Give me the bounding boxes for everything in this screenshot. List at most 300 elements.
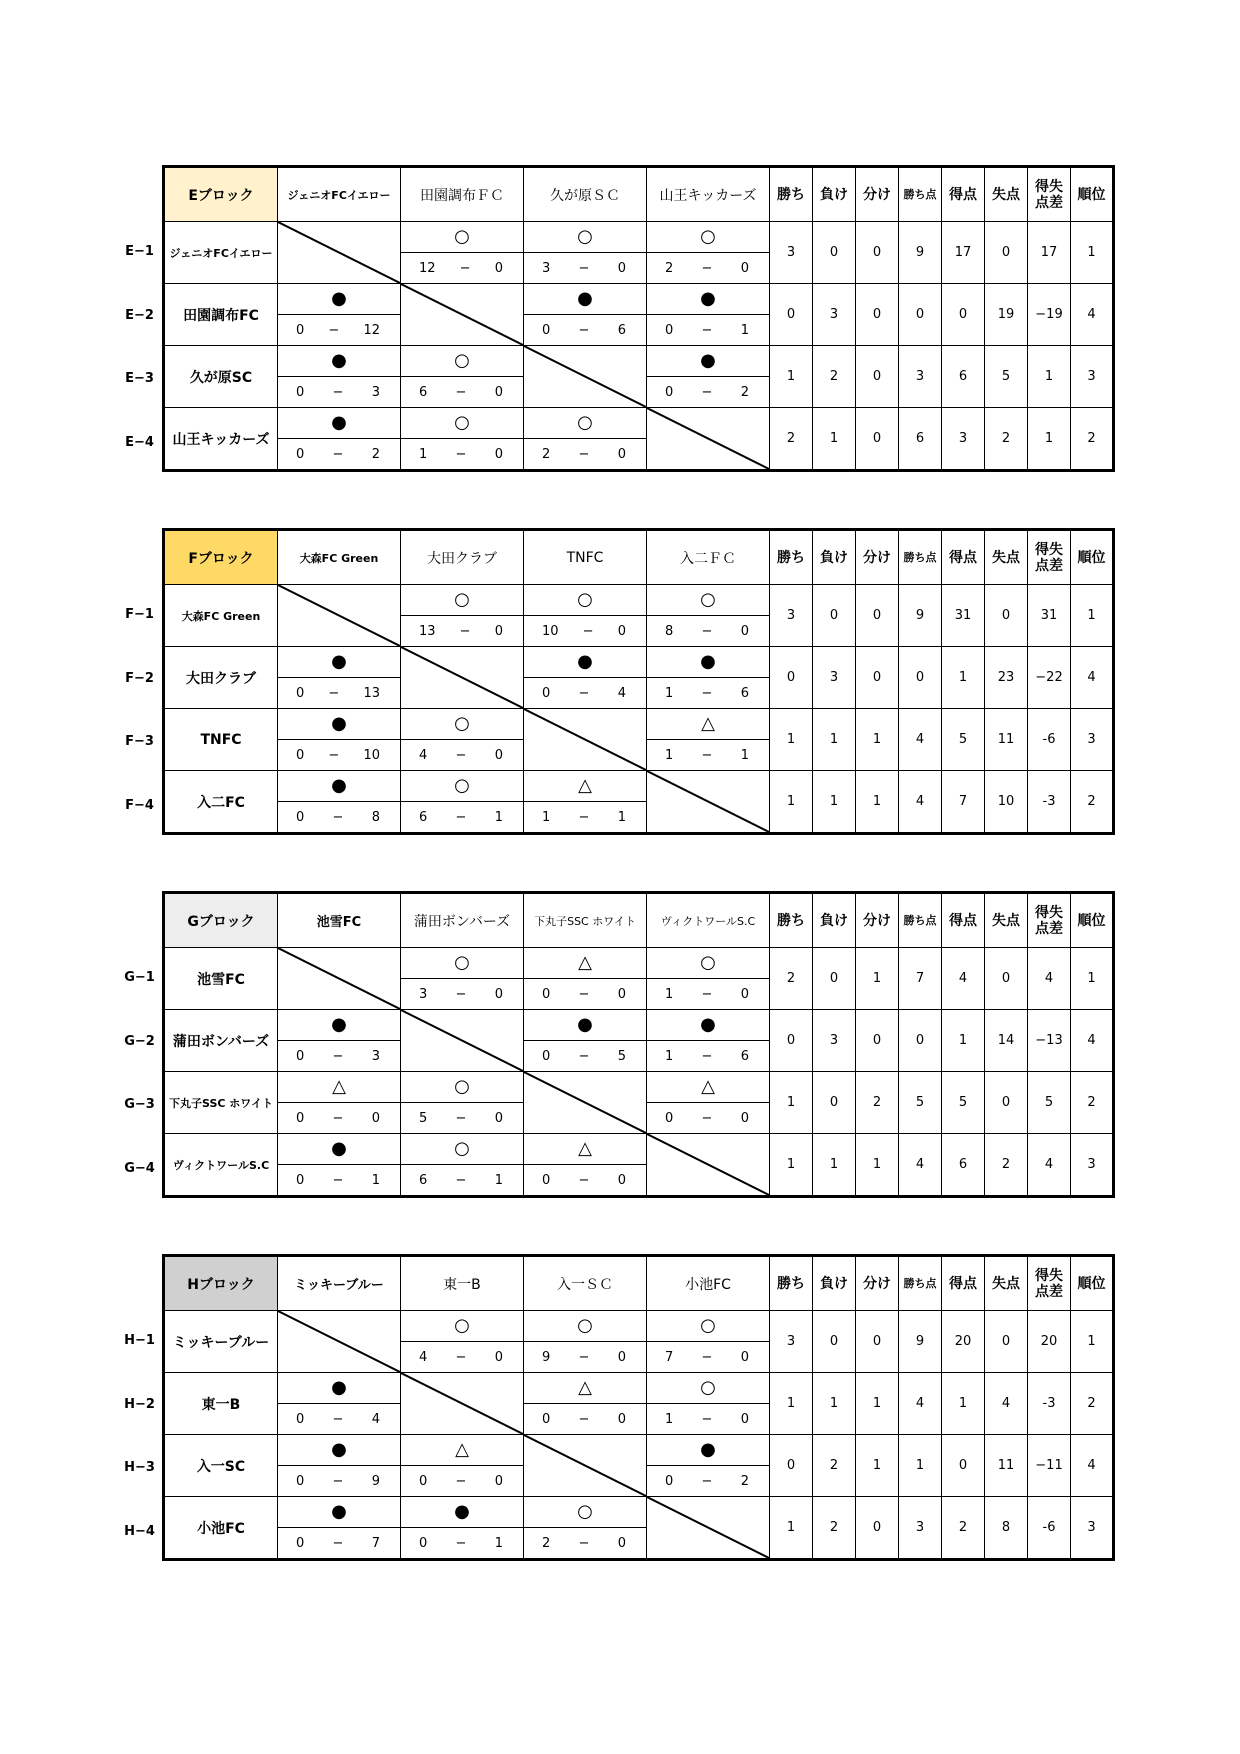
- league-table: [162, 1254, 1115, 1561]
- score-home: 5: [419, 1110, 428, 1126]
- block-label: Hブロック: [164, 1256, 278, 1311]
- stat-value: 2: [985, 408, 1028, 471]
- stat-value: 4: [899, 771, 942, 834]
- column-team-header: 田園調布ＦＣ: [401, 167, 524, 222]
- stat-value: 0: [813, 222, 856, 284]
- stat-value: 31: [1028, 585, 1071, 647]
- stat-value: −11: [1028, 1435, 1071, 1497]
- score-dash: −: [578, 446, 590, 462]
- stat-header: 負け: [813, 167, 856, 222]
- row-label-column: [117, 891, 162, 1203]
- stat-value: 10: [985, 771, 1028, 834]
- score-away: 0: [494, 1349, 503, 1365]
- team-row: [164, 1497, 1114, 1528]
- score-away: 0: [740, 1349, 749, 1365]
- stat-value: 1: [856, 1373, 899, 1435]
- stat-value: 1: [1071, 222, 1114, 284]
- score-away: 1: [494, 1535, 503, 1551]
- score-home: 9: [542, 1349, 551, 1365]
- score-dash: −: [455, 384, 467, 400]
- stat-value: 3: [899, 346, 942, 408]
- score-home: 0: [542, 1048, 551, 1064]
- league-block: [117, 891, 1117, 1203]
- result-mark: ●: [524, 1010, 647, 1041]
- result-mark: ●: [278, 346, 401, 377]
- match-score: [278, 1041, 401, 1072]
- stat-value: 1: [1071, 1311, 1114, 1373]
- score-away: 8: [371, 809, 380, 825]
- result-mark: ○: [524, 1311, 647, 1342]
- result-mark: ●: [524, 284, 647, 315]
- score-line: [647, 748, 769, 763]
- score-dash: −: [455, 986, 467, 1002]
- header-row: [164, 893, 1114, 948]
- score-dash: −: [701, 685, 713, 701]
- result-mark: ●: [647, 1010, 770, 1041]
- score-away: 1: [740, 747, 749, 763]
- score-home: 0: [296, 1535, 305, 1551]
- stat-value: 0: [770, 284, 813, 346]
- stat-value: 1: [942, 1010, 985, 1072]
- score-line: [278, 1173, 400, 1188]
- stat-header: 負け: [813, 893, 856, 948]
- row-team-name: 田園調布FC: [164, 284, 278, 346]
- self-match-diagonal: [401, 647, 524, 709]
- team-row: [164, 1311, 1114, 1342]
- match-score: [647, 678, 770, 709]
- stat-value: 4: [1071, 647, 1114, 709]
- score-away: 0: [617, 1349, 626, 1365]
- result-mark: ○: [401, 585, 524, 616]
- result-mark: ○: [524, 585, 647, 616]
- score-dash: −: [578, 1535, 590, 1551]
- score-away: 0: [617, 1411, 626, 1427]
- stat-value: 4: [1028, 948, 1071, 1010]
- score-home: 0: [296, 1048, 305, 1064]
- score-dash: −: [455, 747, 467, 763]
- score-line: [401, 987, 523, 1002]
- score-away: 10: [363, 747, 380, 763]
- self-match-diagonal: [647, 771, 770, 834]
- stat-value: 1: [1071, 948, 1114, 1010]
- self-match-diagonal: [524, 709, 647, 771]
- result-mark: ●: [647, 647, 770, 678]
- score-away: 2: [740, 384, 749, 400]
- stat-header: [1028, 530, 1071, 585]
- score-line: [278, 686, 400, 701]
- stat-header: 得点: [942, 167, 985, 222]
- stat-header: 分け: [856, 893, 899, 948]
- score-home: 1: [419, 446, 428, 462]
- team-row: [164, 1010, 1114, 1041]
- stat-value: 3: [813, 647, 856, 709]
- result-mark: ○: [401, 948, 524, 979]
- score-line: [278, 1474, 400, 1489]
- score-home: 0: [296, 809, 305, 825]
- score-line: [401, 748, 523, 763]
- row-label: E−3: [125, 371, 154, 386]
- score-home: 3: [542, 260, 551, 276]
- stat-value: 1: [770, 1497, 813, 1560]
- score-line: [647, 1474, 769, 1489]
- result-mark: ○: [401, 408, 524, 439]
- score-home: 12: [419, 260, 436, 276]
- score-line: [647, 385, 769, 400]
- result-mark: ○: [401, 1072, 524, 1103]
- stat-value: 2: [813, 346, 856, 408]
- stat-header: 順位: [1071, 1256, 1114, 1311]
- stat-value: 1: [813, 709, 856, 771]
- score-dash: −: [701, 1349, 713, 1365]
- diff-header-line: 点差: [1035, 557, 1063, 574]
- row-label: H−4: [124, 1523, 155, 1539]
- score-dash: −: [459, 260, 471, 276]
- score-away: 1: [617, 809, 626, 825]
- score-home: 1: [665, 747, 674, 763]
- team-row: [164, 1134, 1114, 1165]
- score-away: 1: [740, 322, 749, 338]
- score-line: [524, 447, 646, 462]
- row-team-name: ミッキーブルー: [164, 1311, 278, 1373]
- score-dash: −: [578, 260, 590, 276]
- stat-value: 1: [770, 346, 813, 408]
- stat-value: 8: [985, 1497, 1028, 1560]
- stat-header: 得点: [942, 1256, 985, 1311]
- stat-value: 1: [1028, 346, 1071, 408]
- score-away: 0: [494, 260, 503, 276]
- match-score: [401, 1528, 524, 1560]
- result-mark: ●: [278, 1010, 401, 1041]
- stat-value: 5: [985, 346, 1028, 408]
- stat-value: 1: [770, 709, 813, 771]
- match-score: [647, 1103, 770, 1134]
- row-label: G−1: [124, 970, 155, 985]
- row-label: H−3: [124, 1460, 155, 1475]
- stat-value: 0: [813, 1311, 856, 1373]
- score-line: [278, 748, 400, 763]
- stat-value: 0: [985, 948, 1028, 1010]
- score-home: 0: [296, 1172, 305, 1188]
- column-team-header: 大田クラブ: [401, 530, 524, 585]
- stat-value: 11: [985, 709, 1028, 771]
- score-away: 4: [617, 685, 626, 701]
- score-away: 2: [740, 1473, 749, 1489]
- stat-value: 0: [985, 1072, 1028, 1134]
- score-away: 0: [494, 1473, 503, 1489]
- column-team-header: 山王キッカーズ: [647, 167, 770, 222]
- row-team-name: 小池FC: [164, 1497, 278, 1560]
- match-score: [278, 1404, 401, 1435]
- score-away: 0: [371, 1110, 380, 1126]
- column-team-header: 下丸子SSC ホワイト: [524, 893, 647, 948]
- score-dash: −: [701, 1473, 713, 1489]
- row-team-name: ヴィクトワールS.C: [164, 1134, 278, 1197]
- stat-header: 分け: [856, 1256, 899, 1311]
- score-line: [647, 1412, 769, 1427]
- score-home: 0: [542, 1172, 551, 1188]
- row-team-name: 入一SC: [164, 1435, 278, 1497]
- stat-value: 1: [899, 1435, 942, 1497]
- stat-value: 4: [899, 709, 942, 771]
- stat-header: [1028, 1256, 1071, 1311]
- stat-header: [1028, 893, 1071, 948]
- score-home: 7: [665, 1349, 674, 1365]
- team-row: [164, 647, 1114, 678]
- team-row: [164, 408, 1114, 439]
- score-line: [524, 1173, 646, 1188]
- stat-value: 20: [942, 1311, 985, 1373]
- score-line: [524, 810, 646, 825]
- stat-value: 19: [985, 284, 1028, 346]
- score-home: 1: [665, 685, 674, 701]
- header-row: [164, 167, 1114, 222]
- stat-value: 1: [813, 408, 856, 471]
- row-label: G−2: [124, 1033, 155, 1049]
- score-dash: −: [455, 1172, 467, 1188]
- column-team-header: 東一B: [401, 1256, 524, 1311]
- match-score: [647, 253, 770, 284]
- stat-value: 3: [1071, 1134, 1114, 1197]
- score-away: 1: [494, 1172, 503, 1188]
- stat-value: 2: [1071, 771, 1114, 834]
- stat-value: 1: [856, 1435, 899, 1497]
- team-row: [164, 948, 1114, 979]
- league-table: [162, 165, 1115, 472]
- score-dash: −: [459, 623, 471, 639]
- stat-value: 1: [770, 771, 813, 834]
- stat-value: 6: [899, 408, 942, 471]
- stat-value: 4: [899, 1373, 942, 1435]
- stat-value: 0: [899, 284, 942, 346]
- score-dash: −: [701, 260, 713, 276]
- self-match-diagonal: [401, 284, 524, 346]
- self-match-diagonal: [401, 1010, 524, 1072]
- stat-value: 14: [985, 1010, 1028, 1072]
- stat-value: 4: [1071, 1010, 1114, 1072]
- stat-value: 4: [942, 948, 985, 1010]
- stat-value: 11: [985, 1435, 1028, 1497]
- score-dash: −: [455, 1535, 467, 1551]
- diff-header-line: 得失: [1035, 1267, 1063, 1284]
- match-score: [524, 616, 647, 647]
- result-mark: ●: [524, 647, 647, 678]
- stat-value: 1: [856, 709, 899, 771]
- result-mark: ●: [278, 709, 401, 740]
- row-team-name: 山王キッカーズ: [164, 408, 278, 471]
- stat-value: 2: [770, 948, 813, 1010]
- score-home: 0: [542, 986, 551, 1002]
- stat-header: 勝ち: [770, 893, 813, 948]
- score-away: 9: [371, 1473, 380, 1489]
- result-mark: ○: [401, 1311, 524, 1342]
- stat-value: 1: [770, 1072, 813, 1134]
- stat-header: 勝ち点: [899, 893, 942, 948]
- match-score: [278, 1103, 401, 1134]
- stat-value: 0: [985, 585, 1028, 647]
- result-mark: ●: [647, 284, 770, 315]
- stat-value: 31: [942, 585, 985, 647]
- stat-value: 2: [813, 1435, 856, 1497]
- match-score: [647, 315, 770, 346]
- score-line: [524, 261, 646, 276]
- score-away: 0: [617, 1535, 626, 1551]
- score-dash: −: [582, 623, 594, 639]
- score-line: [524, 1049, 646, 1064]
- result-mark: △: [278, 1072, 401, 1103]
- stat-header: 勝ち点: [899, 167, 942, 222]
- self-match-diagonal: [647, 1497, 770, 1560]
- score-line: [401, 1474, 523, 1489]
- stat-value: 6: [942, 346, 985, 408]
- score-away: 3: [371, 1048, 380, 1064]
- stat-value: 1: [856, 1134, 899, 1197]
- score-home: 6: [419, 384, 428, 400]
- diff-header-line: 得失: [1035, 178, 1063, 195]
- match-score: [401, 1466, 524, 1497]
- score-dash: −: [701, 986, 713, 1002]
- team-row: [164, 771, 1114, 802]
- stat-value: 1: [942, 1373, 985, 1435]
- score-away: 0: [617, 260, 626, 276]
- stat-header: 得点: [942, 893, 985, 948]
- stat-value: 1: [770, 1373, 813, 1435]
- stat-value: -3: [1028, 1373, 1071, 1435]
- score-dash: −: [455, 1349, 467, 1365]
- score-home: 0: [419, 1473, 428, 1489]
- score-dash: −: [332, 1048, 344, 1064]
- self-match-diagonal: [278, 948, 401, 1010]
- match-score: [401, 740, 524, 771]
- score-away: 0: [740, 260, 749, 276]
- match-score: [647, 740, 770, 771]
- score-home: 0: [419, 1535, 428, 1551]
- self-match-diagonal: [524, 1435, 647, 1497]
- stat-value: 2: [856, 1072, 899, 1134]
- score-home: 0: [296, 446, 305, 462]
- score-line: [401, 1350, 523, 1365]
- stat-value: 23: [985, 647, 1028, 709]
- score-away: 0: [740, 1110, 749, 1126]
- stat-value: 0: [942, 1435, 985, 1497]
- stat-value: 3: [770, 585, 813, 647]
- stat-value: 4: [899, 1134, 942, 1197]
- score-away: 4: [371, 1411, 380, 1427]
- stat-value: 7: [899, 948, 942, 1010]
- match-score: [524, 439, 647, 471]
- score-home: 6: [419, 1172, 428, 1188]
- team-row: [164, 222, 1114, 253]
- stat-value: 9: [899, 222, 942, 284]
- stat-value: 3: [1071, 346, 1114, 408]
- result-mark: ○: [524, 408, 647, 439]
- stat-header: 負け: [813, 1256, 856, 1311]
- match-score: [278, 802, 401, 834]
- score-dash: −: [455, 1473, 467, 1489]
- score-home: 4: [419, 747, 428, 763]
- match-score: [647, 377, 770, 408]
- self-match-diagonal: [647, 408, 770, 471]
- match-score: [524, 678, 647, 709]
- match-score: [524, 1165, 647, 1197]
- stat-header: 勝ち: [770, 1256, 813, 1311]
- self-match-diagonal: [278, 222, 401, 284]
- score-away: 13: [363, 685, 380, 701]
- column-team-header: TNFC: [524, 530, 647, 585]
- score-away: 5: [617, 1048, 626, 1064]
- score-home: 0: [542, 322, 551, 338]
- match-score: [524, 315, 647, 346]
- row-team-name: 入二FC: [164, 771, 278, 834]
- match-score: [647, 1041, 770, 1072]
- score-home: 0: [665, 1110, 674, 1126]
- stat-header: 勝ち点: [899, 530, 942, 585]
- score-line: [524, 323, 646, 338]
- stat-value: 2: [813, 1497, 856, 1560]
- score-dash: −: [332, 1110, 344, 1126]
- stat-value: 0: [856, 1497, 899, 1560]
- row-label: G−3: [124, 1097, 155, 1112]
- score-line: [647, 1049, 769, 1064]
- stat-value: 0: [856, 284, 899, 346]
- score-home: 0: [296, 1411, 305, 1427]
- score-line: [401, 810, 523, 825]
- stat-value: 1: [770, 1134, 813, 1197]
- score-home: 2: [542, 446, 551, 462]
- stat-value: 3: [813, 284, 856, 346]
- score-line: [278, 1049, 400, 1064]
- stat-value: 6: [942, 1134, 985, 1197]
- league-table: [162, 528, 1115, 835]
- match-score: [401, 616, 524, 647]
- score-dash: −: [578, 322, 590, 338]
- result-mark: ●: [278, 771, 401, 802]
- result-mark: ○: [524, 222, 647, 253]
- score-dash: −: [701, 747, 713, 763]
- score-home: 0: [665, 1473, 674, 1489]
- score-line: [401, 1173, 523, 1188]
- column-team-header: 久が原ＳＣ: [524, 167, 647, 222]
- result-mark: △: [401, 1435, 524, 1466]
- match-score: [647, 1466, 770, 1497]
- stat-value: −13: [1028, 1010, 1071, 1072]
- score-dash: −: [701, 1411, 713, 1427]
- row-team-name: 池雪FC: [164, 948, 278, 1010]
- row-label: F−2: [125, 670, 154, 686]
- stat-value: 2: [942, 1497, 985, 1560]
- score-home: 0: [296, 384, 305, 400]
- score-dash: −: [578, 1048, 590, 1064]
- result-mark: ●: [278, 284, 401, 315]
- match-score: [278, 1165, 401, 1197]
- score-away: 0: [617, 446, 626, 462]
- row-label: F−1: [125, 607, 154, 622]
- stat-value: 0: [770, 647, 813, 709]
- row-label-column: [117, 1254, 162, 1566]
- score-line: [401, 447, 523, 462]
- score-dash: −: [701, 623, 713, 639]
- league-block: [117, 528, 1117, 840]
- self-match-diagonal: [278, 1311, 401, 1373]
- team-row: [164, 1072, 1114, 1103]
- result-mark: ○: [524, 1497, 647, 1528]
- stat-value: 0: [856, 408, 899, 471]
- result-mark: ●: [278, 408, 401, 439]
- stat-header: 失点: [985, 167, 1028, 222]
- score-dash: −: [332, 446, 344, 462]
- diff-header-line: 得失: [1035, 904, 1063, 921]
- score-away: 0: [740, 1411, 749, 1427]
- column-team-header: ジェニオFCイエロー: [278, 167, 401, 222]
